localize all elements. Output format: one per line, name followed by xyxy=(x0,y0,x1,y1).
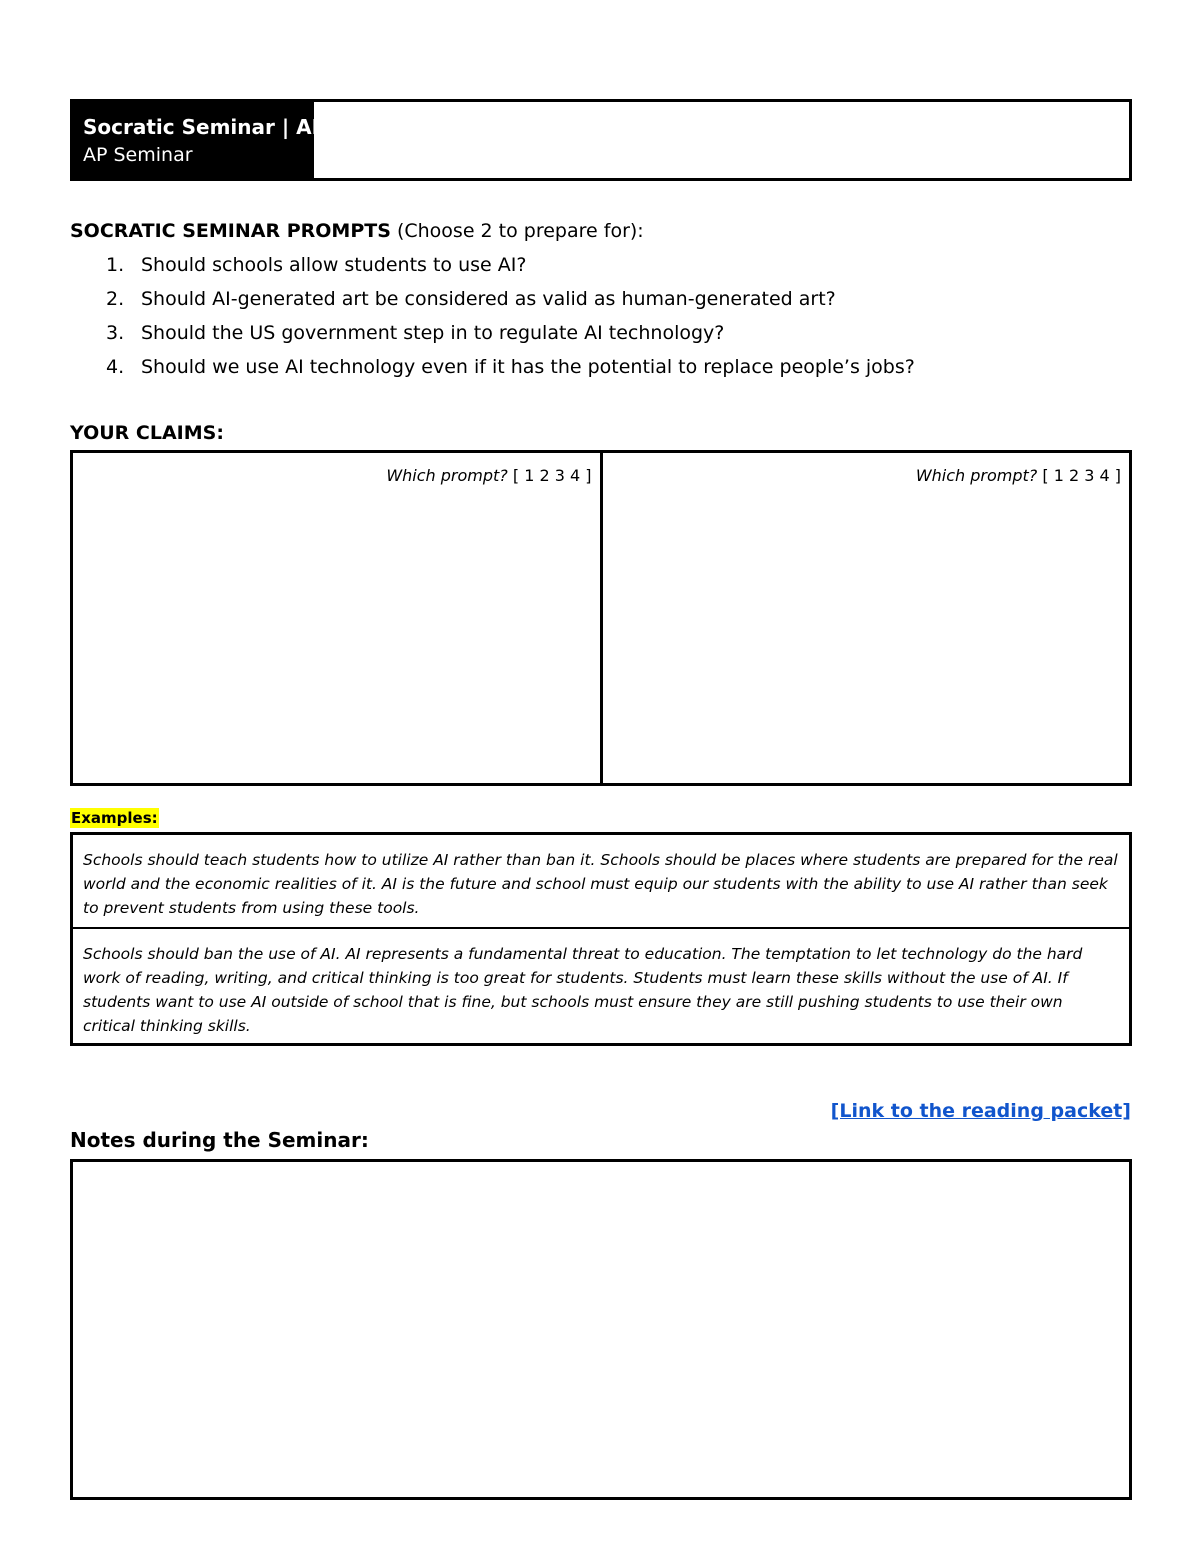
which-prompt-label: Which prompt? xyxy=(915,466,1038,485)
prompt-text: Should we use AI technology even if it has the potential to replace people’s jobs? xyxy=(141,356,915,378)
which-prompt-options: [ 1 2 3 4 ] xyxy=(1037,466,1121,485)
header-title-block xyxy=(73,102,320,178)
prompt-number: 1. xyxy=(106,254,125,276)
document-title: Socratic Seminar | AI xyxy=(83,115,320,139)
prompt-number: 4. xyxy=(106,356,125,378)
prompt-number: 2. xyxy=(106,288,125,310)
document-subtitle: AP Seminar xyxy=(83,144,193,166)
examples-table xyxy=(70,832,1132,1046)
claims-heading: YOUR CLAIMS: xyxy=(70,422,224,444)
notes-heading: Notes during the Seminar: xyxy=(70,1128,369,1152)
prompt-number: 3. xyxy=(106,322,125,344)
example-claim-2: Schools should ban the use of AI. AI represents a fundamental threat to education. The temptation to let technology do the hard work of reading, writing, and critical thinking is too great for students. Students must learn these skills without the use of AI. If students want to use AI outside of school that is fine, but schools must ensure they are still pushing students to use their own critical thinking skills. xyxy=(83,945,1083,1035)
prompt-text: Should AI-generated art be considered as valid as human-generated art? xyxy=(141,288,836,310)
prompts-heading-instruction: (Choose 2 to prepare for): xyxy=(390,220,644,242)
prompt-text: Should the US government step in to regulate AI technology? xyxy=(141,322,725,344)
which-prompt-label: Which prompt? xyxy=(386,466,508,485)
reading-packet-link[interactable]: [Link to the reading packet] xyxy=(830,1100,1131,1122)
claims-table xyxy=(70,450,1132,786)
claim-cell-1[interactable] xyxy=(73,453,603,783)
which-prompt-selector xyxy=(916,465,1121,487)
notes-field[interactable] xyxy=(70,1159,1132,1500)
header-box xyxy=(70,99,1132,181)
header-blank-field[interactable] xyxy=(314,102,1129,178)
which-prompt-selector xyxy=(386,465,591,487)
examples-label: Examples: xyxy=(71,809,158,827)
prompt-text: Should schools allow students to use AI? xyxy=(141,254,527,276)
which-prompt-options: [ 1 2 3 4 ] xyxy=(507,466,592,485)
prompts-heading xyxy=(70,218,644,244)
example-claim-1: Schools should teach students how to utilize AI rather than ban it. Schools should be places where students are prepared for the real world and the economic realities of it. AI is the future and school must equip our students with the ability to use AI rather than seek to prevent students from using these tools. xyxy=(73,835,1129,929)
prompts-heading-bold: SOCRATIC SEMINAR PROMPTS xyxy=(70,220,391,242)
claim-cell-2[interactable] xyxy=(603,453,1130,783)
